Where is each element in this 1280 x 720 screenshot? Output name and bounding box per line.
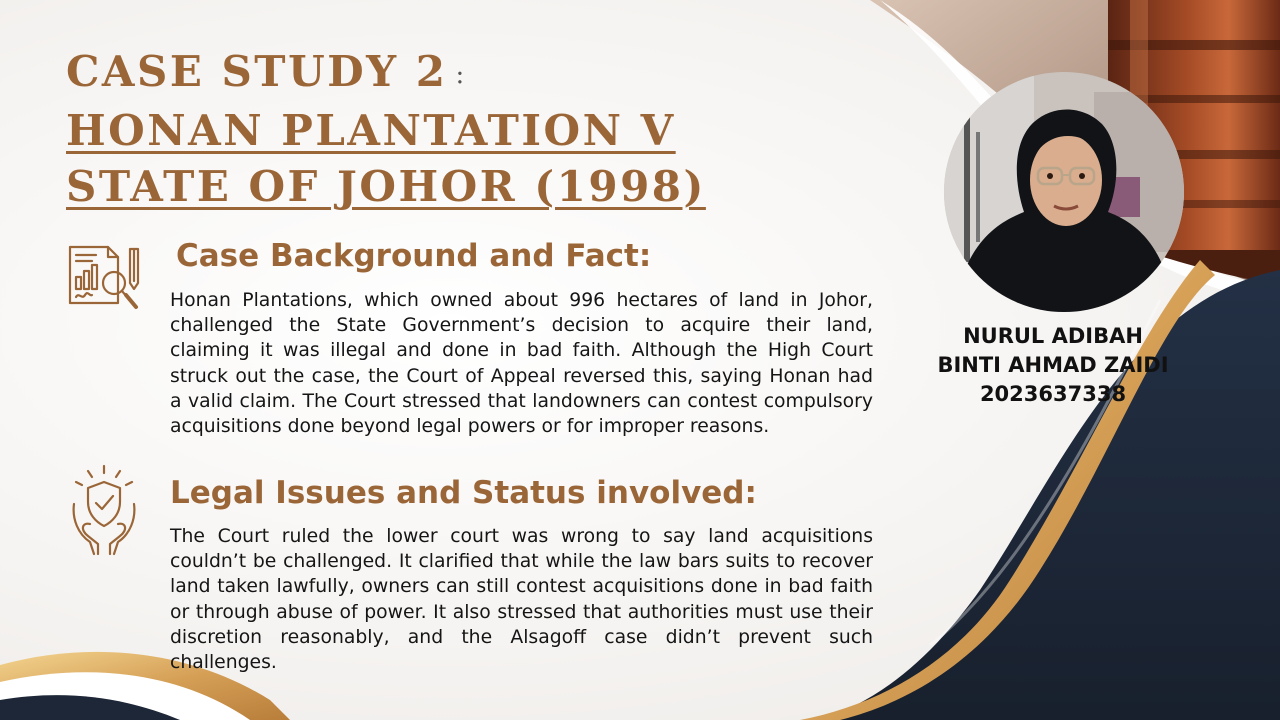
- shield-hands-icon: [68, 464, 140, 558]
- presenter-avatar: [944, 72, 1184, 312]
- title-line-2: HONAN PLANTATION V: [66, 106, 676, 155]
- section-heading-legal-issues: Legal Issues and Status involved:: [170, 475, 757, 511]
- section-heading-background: Case Background and Fact:: [176, 238, 652, 274]
- report-analysis-icon: [64, 243, 144, 319]
- title-colon: :: [455, 60, 467, 90]
- title-line-1: CASE STUDY 2 :: [66, 47, 467, 96]
- presenter-photo: [944, 72, 1184, 312]
- section-body-background: Honan Plantations, which owned about 996 hectares of land in Johor, challenged the State Government’s decision to acquire their land, claiming it was illegal and done in bad faith. Although the High Court struck out the case, the Court of Appeal reversed this, saying Honan had a valid claim. The Court stressed that landowners can contest compulsory acquisitions done beyond legal powers or for improper reasons.: [170, 290, 873, 438]
- presenter-name-line-1: NURUL ADIBAH: [963, 324, 1143, 348]
- title-line-3: STATE OF JOHOR (1998): [66, 162, 706, 211]
- section-body-legal-issues: The Court ruled the lower court was wrong to say land acquisitions couldn’t be challenged. It clarified that while the law bars suits to recover land taken lawfully, owners can still contest acquisitions done in bad faith or through abuse of power. It also stressed that authorities must use their discretion reasonably, and the Alsagoff case didn’t prevent such challenges.: [170, 526, 873, 674]
- presenter-student-id: 2023637338: [979, 382, 1127, 406]
- presenter-name-line-2: BINTI AHMAD ZAIDI: [937, 353, 1169, 377]
- slide-title: [66, 44, 706, 215]
